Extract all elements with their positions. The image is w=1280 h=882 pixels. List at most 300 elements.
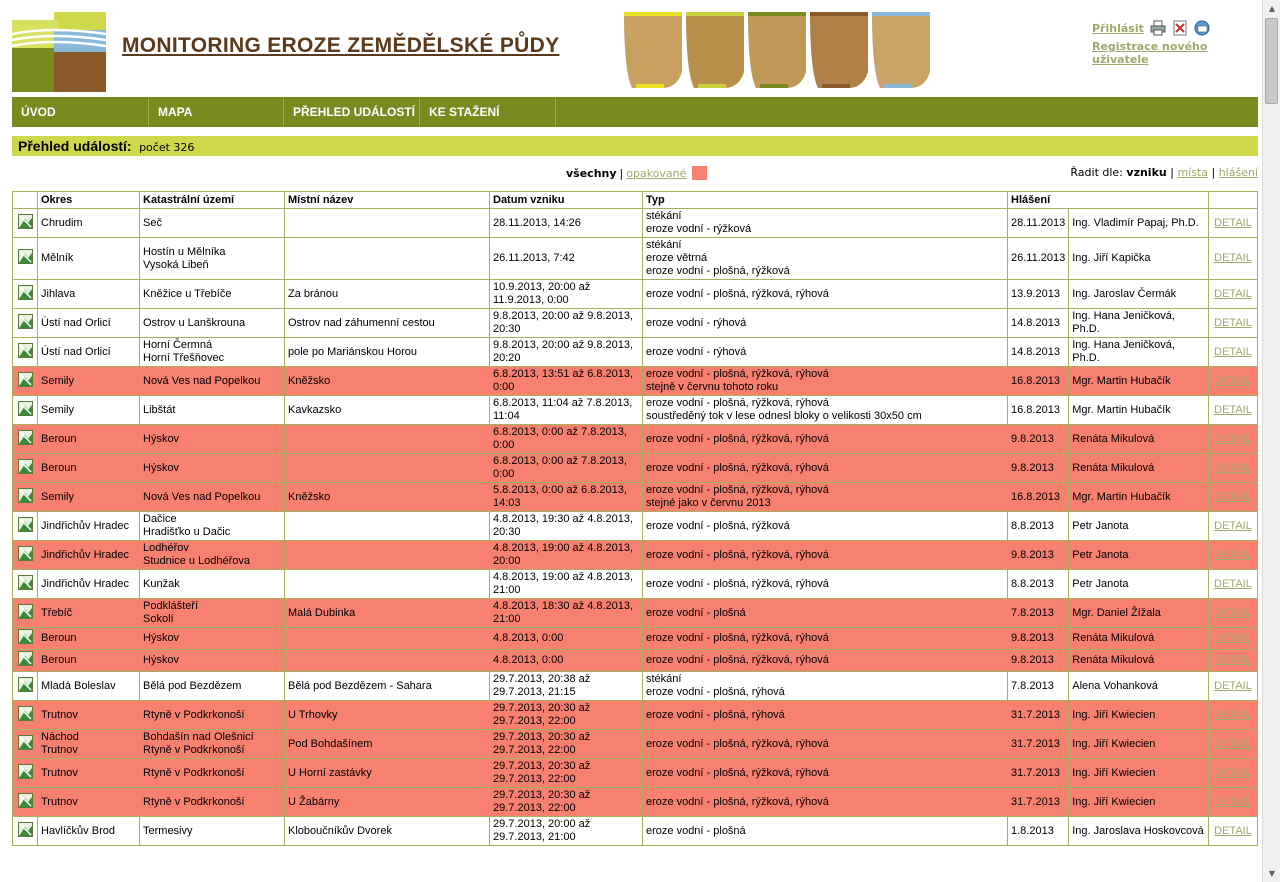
cell-datum-vzniku: 6.8.2013, 0:00 až 7.8.2013, 0:00: [490, 454, 643, 483]
map-icon[interactable]: [18, 249, 33, 264]
login-link[interactable]: Přihlásit: [1092, 21, 1144, 35]
cell-okres: Semily: [38, 367, 140, 396]
detail-link[interactable]: DETAIL: [1214, 766, 1252, 779]
cell-katastralni-uzemi: Kunžak: [140, 570, 285, 599]
table-row: [13, 788, 1258, 817]
cell-hlasil: Petr Janota: [1069, 512, 1209, 541]
cell-typ: eroze vodní - plošná, rýžková: [643, 512, 1008, 541]
scroll-thumb[interactable]: [1265, 18, 1278, 104]
detail-link[interactable]: DETAIL: [1214, 252, 1252, 264]
cell-okres: Trutnov: [38, 788, 140, 817]
cell-okres: Beroun: [38, 650, 140, 672]
cell-datum-hlaseni: 7.8.2013: [1008, 599, 1069, 628]
sort-label: Řadit dle:: [1070, 166, 1123, 179]
cell-datum-hlaseni: 31.7.2013: [1008, 759, 1069, 788]
cell-katastralni-uzemi: Rtyně v Podkrkonoší: [140, 701, 285, 730]
cell-datum-vzniku: 4.8.2013, 18:30 až 4.8.2013, 21:00: [490, 599, 643, 628]
cell-katastralni-uzemi: Hýskov: [140, 454, 285, 483]
detail-cell: [1209, 788, 1258, 817]
cell-datum-hlaseni: 9.8.2013: [1008, 454, 1069, 483]
cell-okres: Trutnov: [38, 701, 140, 730]
cell-okres: Beroun: [38, 454, 140, 483]
cell-mistni-nazev: [285, 238, 490, 280]
cell-typ: eroze vodní - rýhová: [643, 338, 1008, 367]
map-icon[interactable]: [18, 822, 33, 837]
detail-cell: [1209, 570, 1258, 599]
cell-hlasil: Ing. Jiří Kwiecien: [1069, 730, 1209, 759]
cell-hlasil: Renáta Mikulová: [1069, 454, 1209, 483]
map-icon-cell: [13, 672, 38, 701]
map-icon[interactable]: [18, 677, 33, 692]
sort-by-place-link[interactable]: místa: [1177, 166, 1208, 179]
cell-datum-hlaseni: 26.11.2013: [1008, 238, 1069, 280]
cell-okres: Mladá Boleslav: [38, 672, 140, 701]
map-icon[interactable]: [18, 651, 33, 666]
cell-mistni-nazev: Bělá pod Bezdězem - Sahara: [285, 672, 490, 701]
cell-typ: eroze vodní - plošná, rýžková, rýhová: [643, 280, 1008, 309]
cell-katastralni-uzemi: Nová Ves nad Popelkou: [140, 367, 285, 396]
cell-mistni-nazev: Kněžsko: [285, 483, 490, 512]
table-row: [13, 238, 1258, 280]
cell-okres: Jindřichův Hradec: [38, 541, 140, 570]
table-row: [13, 817, 1258, 846]
cell-katastralni-uzemi: Bělá pod Bezdězem: [140, 672, 285, 701]
cell-katastralni-uzemi: Hostín u Mělníka Vysoká Libeň: [140, 238, 285, 280]
header-hlaseni: Hlášení: [1008, 192, 1209, 209]
sort-options: Řadit dle: vzniku | místa | hlášení: [1070, 166, 1258, 179]
cell-hlasil: Ing. Hana Jeničková, Ph.D.: [1069, 309, 1209, 338]
table-row: [13, 570, 1258, 599]
cell-datum-vzniku: 9.8.2013, 20:00 až 9.8.2013, 20:20: [490, 338, 643, 367]
cell-typ: eroze vodní - rýhová: [643, 309, 1008, 338]
scrollbar[interactable]: [1262, 0, 1280, 882]
cell-hlasil: Ing. Hana Jeničková, Ph.D.: [1069, 338, 1209, 367]
cell-okres: Semily: [38, 483, 140, 512]
cell-datum-vzniku: 26.11.2013, 7:42: [490, 238, 643, 280]
detail-cell: [1209, 367, 1258, 396]
cell-datum-vzniku: 29.7.2013, 20:30 až 29.7.2013, 22:00: [490, 730, 643, 759]
cell-hlasil: Ing. Jiří Kwiecien: [1069, 701, 1209, 730]
detail-cell: [1209, 309, 1258, 338]
cell-mistni-nazev: [285, 425, 490, 454]
table-row: [13, 454, 1258, 483]
map-icon-cell: [13, 512, 38, 541]
cell-katastralni-uzemi: Lodhéřov Studnice u Lodhéřova: [140, 541, 285, 570]
cell-okres: Chrudim: [38, 209, 140, 238]
cell-mistni-nazev: Kloboučníkův Dvorek: [285, 817, 490, 846]
detail-cell: [1209, 238, 1258, 280]
cell-mistni-nazev: Kavkazsko: [285, 396, 490, 425]
map-icon[interactable]: [18, 764, 33, 779]
table-row: [13, 396, 1258, 425]
header-detail: [1209, 192, 1258, 209]
main-menu: [12, 97, 1258, 127]
detail-cell: [1209, 454, 1258, 483]
detail-cell: [1209, 483, 1258, 512]
cell-katastralni-uzemi: Hýskov: [140, 650, 285, 672]
detail-cell: [1209, 425, 1258, 454]
cell-hlasil: Mgr. Daniel Žížala: [1069, 599, 1209, 628]
table-row: [13, 367, 1258, 396]
cell-hlasil: Mgr. Martin Hubačík: [1069, 483, 1209, 512]
menu-item-ke-stazeni[interactable]: KE STAŽENÍ: [420, 97, 556, 127]
detail-link[interactable]: DETAIL: [1214, 432, 1252, 445]
cell-datum-vzniku: 6.8.2013, 0:00 až 7.8.2013, 0:00: [490, 425, 643, 454]
table-row: [13, 483, 1258, 512]
detail-cell: [1209, 759, 1258, 788]
cell-okres: Semily: [38, 396, 140, 425]
cell-datum-hlaseni: 9.8.2013: [1008, 541, 1069, 570]
cell-datum-hlaseni: 13.9.2013: [1008, 280, 1069, 309]
table-row: [13, 628, 1258, 650]
map-icon[interactable]: [18, 285, 33, 300]
cell-mistni-nazev: pole po Mariánskou Horou: [285, 338, 490, 367]
detail-cell: [1209, 512, 1258, 541]
cell-datum-hlaseni: 16.8.2013: [1008, 396, 1069, 425]
detail-cell: [1209, 628, 1258, 650]
table-row: [13, 701, 1258, 730]
cell-mistni-nazev: [285, 512, 490, 541]
detail-cell: [1209, 672, 1258, 701]
table-row: [13, 338, 1258, 367]
cell-katastralni-uzemi: Horní Čermná Horní Třešňovec: [140, 338, 285, 367]
cell-okres: Ústí nad Orlicí: [38, 338, 140, 367]
cell-mistni-nazev: [285, 628, 490, 650]
cell-hlasil: Ing. Jiří Kwiecien: [1069, 788, 1209, 817]
map-icon[interactable]: [18, 793, 33, 808]
cell-datum-vzniku: 4.8.2013, 19:30 až 4.8.2013, 20:30: [490, 512, 643, 541]
detail-link[interactable]: DETAIL: [1214, 345, 1252, 358]
table-row: [13, 425, 1258, 454]
detail-link[interactable]: DETAIL: [1214, 606, 1252, 619]
map-icon-cell: [13, 599, 38, 628]
cell-typ: eroze vodní - plošná, rýhová: [643, 701, 1008, 730]
detail-cell: [1209, 650, 1258, 672]
detail-link[interactable]: DETAIL: [1214, 403, 1252, 416]
detail-link[interactable]: DETAIL: [1214, 654, 1252, 666]
cell-okres: Jindřichův Hradec: [38, 570, 140, 599]
detail-link[interactable]: DETAIL: [1214, 216, 1252, 229]
map-icon-cell: [13, 367, 38, 396]
table-row: [13, 541, 1258, 570]
cell-typ: eroze vodní - plošná, rýžková, rýhová: [643, 628, 1008, 650]
map-icon-cell: [13, 396, 38, 425]
section-bar: [12, 136, 1258, 156]
cell-hlasil: Ing. Jiří Kwiecien: [1069, 759, 1209, 788]
repeated-color-swatch: [692, 166, 707, 180]
cell-hlasil: Petr Janota: [1069, 570, 1209, 599]
register-link[interactable]: Registrace nového uživatele: [1092, 40, 1208, 66]
detail-link[interactable]: DETAIL: [1214, 632, 1252, 644]
cell-okres: Náchod Trutnov: [38, 730, 140, 759]
table-row: [13, 650, 1258, 672]
cell-mistni-nazev: U Žabárny: [285, 788, 490, 817]
cell-hlasil: Mgr. Martin Hubačík: [1069, 396, 1209, 425]
cell-typ: stékání eroze vodní - plošná, rýhová: [643, 672, 1008, 701]
section-title: Přehled událostí:: [18, 138, 132, 154]
header-okres: Okres: [38, 192, 140, 209]
menu-item-uvod[interactable]: ÚVOD: [12, 97, 149, 127]
cell-datum-hlaseni: 9.8.2013: [1008, 650, 1069, 672]
map-icon-cell: [13, 309, 38, 338]
detail-link[interactable]: DETAIL: [1214, 795, 1252, 808]
cell-mistni-nazev: Malá Dubinka: [285, 599, 490, 628]
map-icon[interactable]: [18, 214, 33, 229]
map-icon-cell: [13, 817, 38, 846]
cell-typ: eroze vodní - plošná: [643, 817, 1008, 846]
map-icon-cell: [13, 650, 38, 672]
sort-by-report-link[interactable]: hlášení: [1218, 166, 1258, 179]
detail-link[interactable]: DETAIL: [1214, 374, 1252, 387]
map-icon[interactable]: [18, 343, 33, 358]
cell-mistni-nazev: Ostrov nad záhumenní cestou: [285, 309, 490, 338]
table-row: [13, 672, 1258, 701]
map-icon[interactable]: [18, 430, 33, 445]
detail-cell: [1209, 599, 1258, 628]
cell-katastralni-uzemi: Rtyně v Podkrkonoší: [140, 759, 285, 788]
cell-datum-vzniku: 6.8.2013, 11:04 až 7.8.2013, 11:04: [490, 396, 643, 425]
cell-datum-hlaseni: 16.8.2013: [1008, 483, 1069, 512]
pdf-icon[interactable]: [1172, 20, 1188, 36]
cell-katastralni-uzemi: Termesivy: [140, 817, 285, 846]
cell-typ: eroze vodní - plošná, rýžková, rýhová: [643, 425, 1008, 454]
map-icon-cell: [13, 338, 38, 367]
cell-datum-vzniku: 9.8.2013, 20:00 až 9.8.2013, 20:30: [490, 309, 643, 338]
cell-typ: eroze vodní - plošná, rýžková, rýhová: [643, 454, 1008, 483]
menu-item-prehled-udalosti[interactable]: PŘEHLED UDÁLOSTÍ: [284, 97, 420, 127]
detail-cell: [1209, 338, 1258, 367]
table-row: [13, 209, 1258, 238]
cell-hlasil: Mgr. Martin Hubačík: [1069, 367, 1209, 396]
cell-datum-hlaseni: 31.7.2013: [1008, 788, 1069, 817]
detail-link[interactable]: DETAIL: [1214, 708, 1252, 721]
filter-all[interactable]: všechny: [566, 166, 617, 180]
header-field-photos: [622, 12, 942, 88]
cell-datum-hlaseni: 31.7.2013: [1008, 701, 1069, 730]
cell-katastralni-uzemi: Libštát: [140, 396, 285, 425]
cell-mistni-nazev: Pod Bohdašínem: [285, 730, 490, 759]
cell-katastralni-uzemi: Seč: [140, 209, 285, 238]
detail-link[interactable]: DETAIL: [1214, 316, 1252, 329]
map-icon-cell: [13, 483, 38, 512]
print-icon[interactable]: [1150, 20, 1166, 36]
cell-datum-hlaseni: 16.8.2013: [1008, 367, 1069, 396]
map-icon-cell: [13, 454, 38, 483]
cell-mistni-nazev: [285, 650, 490, 672]
cell-datum-vzniku: 4.8.2013, 19:00 až 4.8.2013, 21:00: [490, 570, 643, 599]
menu-item-mapa[interactable]: MAPA: [149, 97, 284, 127]
cell-okres: Ústí nad Orlicí: [38, 309, 140, 338]
map-icon-cell: [13, 570, 38, 599]
detail-link[interactable]: DETAIL: [1214, 490, 1252, 503]
cell-datum-vzniku: 4.8.2013, 0:00: [490, 628, 643, 650]
map-icon[interactable]: [18, 488, 33, 503]
map-icon-cell: [13, 788, 38, 817]
detail-link[interactable]: DETAIL: [1214, 679, 1252, 692]
header-typ: Typ: [643, 192, 1008, 209]
cell-typ: eroze vodní - plošná, rýžková, rýhová soustředěný tok v lese odnesl bloky o velikosti 30x50 cm: [643, 396, 1008, 425]
table-row: [13, 280, 1258, 309]
cell-typ: eroze vodní - plošná, rýžková, rýhová: [643, 788, 1008, 817]
detail-cell: [1209, 541, 1258, 570]
detail-link[interactable]: DETAIL: [1214, 737, 1252, 750]
map-icon[interactable]: [18, 629, 33, 644]
cell-okres: Jindřichův Hradec: [38, 512, 140, 541]
detail-link[interactable]: DETAIL: [1214, 548, 1252, 561]
scroll-up-arrow[interactable]: ▲: [1263, 0, 1280, 17]
map-icon[interactable]: [18, 604, 33, 619]
table-row: [13, 759, 1258, 788]
cell-katastralni-uzemi: Hýskov: [140, 628, 285, 650]
cell-datum-hlaseni: 9.8.2013: [1008, 628, 1069, 650]
detail-link[interactable]: DETAIL: [1214, 461, 1252, 474]
scroll-down-arrow[interactable]: ▼: [1263, 865, 1280, 882]
cell-datum-vzniku: 29.7.2013, 20:30 až 29.7.2013, 22:00: [490, 759, 643, 788]
map-icon-cell: [13, 730, 38, 759]
cell-katastralni-uzemi: Ostrov u Lanškrouna: [140, 309, 285, 338]
map-icon-cell: [13, 238, 38, 280]
cell-mistni-nazev: Kněžsko: [285, 367, 490, 396]
user-links: [1092, 20, 1257, 66]
cell-katastralni-uzemi: Rtyně v Podkrkonoší: [140, 788, 285, 817]
cell-katastralni-uzemi: Nová Ves nad Popelkou: [140, 483, 285, 512]
header-datum-vzniku: Datum vzniku: [490, 192, 643, 209]
cell-typ: eroze vodní - plošná, rýžková, rýhová: [643, 570, 1008, 599]
cell-mistni-nazev: [285, 570, 490, 599]
table-body: [13, 209, 1258, 846]
cell-datum-vzniku: 6.8.2013, 13:51 až 6.8.2013, 0:00: [490, 367, 643, 396]
cell-mistni-nazev: [285, 454, 490, 483]
map-icon-cell: [13, 759, 38, 788]
map-icon[interactable]: [18, 517, 33, 532]
cell-typ: eroze vodní - plošná, rýžková, rýhová: [643, 759, 1008, 788]
cell-typ: eroze vodní - plošná, rýžková, rýhová: [643, 730, 1008, 759]
map-icon-cell: [13, 209, 38, 238]
cell-hlasil: Ing. Jaroslava Hoskovcová: [1069, 817, 1209, 846]
cell-datum-hlaseni: 28.11.2013: [1008, 209, 1069, 238]
detail-link[interactable]: DETAIL: [1214, 824, 1252, 837]
cell-datum-hlaseni: 8.8.2013: [1008, 512, 1069, 541]
cell-datum-hlaseni: 14.8.2013: [1008, 338, 1069, 367]
detail-cell: [1209, 817, 1258, 846]
cell-hlasil: Petr Janota: [1069, 541, 1209, 570]
header-katastralni-uzemi: Katastrální území: [140, 192, 285, 209]
map-icon-cell: [13, 628, 38, 650]
cell-okres: Havlíčkův Brod: [38, 817, 140, 846]
map-icon-cell: [13, 541, 38, 570]
cell-mistni-nazev: Za bránou: [285, 280, 490, 309]
cell-typ: eroze vodní - plošná, rýžková, rýhová stejné jako v červnu 2013: [643, 483, 1008, 512]
cell-okres: Mělník: [38, 238, 140, 280]
cell-hlasil: Alena Vohanková: [1069, 672, 1209, 701]
cell-typ: stékání eroze větrná eroze vodní - plošná, rýžková: [643, 238, 1008, 280]
detail-cell: [1209, 701, 1258, 730]
cell-datum-vzniku: 4.8.2013, 0:00: [490, 650, 643, 672]
detail-cell: [1209, 209, 1258, 238]
table-row: [13, 599, 1258, 628]
detail-link[interactable]: DETAIL: [1214, 287, 1252, 300]
cell-hlasil: Renáta Mikulová: [1069, 628, 1209, 650]
event-count: počet 326: [139, 141, 195, 154]
cell-katastralni-uzemi: Dačice Hradišťko u Dačic: [140, 512, 285, 541]
table-row: [13, 730, 1258, 759]
filter-repeated-link[interactable]: opakované: [626, 166, 687, 180]
cell-typ: eroze vodní - plošná, rýžková, rýhová: [643, 541, 1008, 570]
cell-datum-vzniku: 29.7.2013, 20:00 až 29.7.2013, 21:00: [490, 817, 643, 846]
cell-datum-hlaseni: 14.8.2013: [1008, 309, 1069, 338]
detail-cell: [1209, 280, 1258, 309]
cell-okres: Jihlava: [38, 280, 140, 309]
cell-datum-vzniku: 10.9.2013, 20:00 až 11.9.2013, 0:00: [490, 280, 643, 309]
filter-separator: |: [619, 166, 624, 180]
map-icon[interactable]: [18, 459, 33, 474]
cell-typ: eroze vodní - plošná, rýžková, rýhová: [643, 650, 1008, 672]
cell-okres: Třebíč: [38, 599, 140, 628]
table-header-row: [13, 192, 1258, 209]
detail-link[interactable]: DETAIL: [1214, 519, 1252, 532]
cell-datum-vzniku: 5.8.2013, 0:00 až 6.8.2013, 14:03: [490, 483, 643, 512]
cell-typ: eroze vodní - plošná: [643, 599, 1008, 628]
map-icon[interactable]: [18, 314, 33, 329]
map-icon[interactable]: [18, 372, 33, 387]
cell-datum-vzniku: 4.8.2013, 19:00 až 4.8.2013, 20:00: [490, 541, 643, 570]
cell-mistni-nazev: U Horní zastávky: [285, 759, 490, 788]
cell-mistni-nazev: U Trhovky: [285, 701, 490, 730]
cell-typ: eroze vodní - plošná, rýžková, rýhová stejně v červnu tohoto roku: [643, 367, 1008, 396]
detail-cell: [1209, 730, 1258, 759]
map-icon[interactable]: [18, 546, 33, 561]
cell-hlasil: Ing. Vladimír Papaj, Ph.D.: [1069, 209, 1209, 238]
cell-katastralni-uzemi: Kněžice u Třebíče: [140, 280, 285, 309]
cell-hlasil: Renáta Mikulová: [1069, 650, 1209, 672]
email-icon[interactable]: [1194, 20, 1210, 36]
header-mistni-nazev: Místní název: [285, 192, 490, 209]
site-title[interactable]: MONITORING EROZE ZEMĚDĚLSKÉ PŮDY: [122, 34, 560, 57]
cell-katastralni-uzemi: Hýskov: [140, 425, 285, 454]
map-icon[interactable]: [18, 575, 33, 590]
cell-katastralni-uzemi: Bohdašín nad Olešnicí Rtyně v Podkrkonoší: [140, 730, 285, 759]
cell-typ: stékání eroze vodní - rýžková: [643, 209, 1008, 238]
cell-datum-hlaseni: 31.7.2013: [1008, 730, 1069, 759]
cell-hlasil: Renáta Mikulová: [1069, 425, 1209, 454]
cell-mistni-nazev: [285, 209, 490, 238]
cell-mistni-nazev: [285, 541, 490, 570]
map-icon[interactable]: [18, 706, 33, 721]
cell-datum-vzniku: 29.7.2013, 20:30 až 29.7.2013, 22:00: [490, 701, 643, 730]
cell-datum-vzniku: 29.7.2013, 20:30 až 29.7.2013, 22:00: [490, 788, 643, 817]
site-logo[interactable]: [12, 12, 106, 92]
cell-datum-hlaseni: 8.8.2013: [1008, 570, 1069, 599]
cell-datum-hlaseni: 1.8.2013: [1008, 817, 1069, 846]
sort-by-origin[interactable]: vzniku: [1126, 166, 1167, 179]
cell-okres: Beroun: [38, 425, 140, 454]
cell-okres: Trutnov: [38, 759, 140, 788]
header-icon: [13, 192, 38, 209]
cell-okres: Beroun: [38, 628, 140, 650]
cell-hlasil: Ing. Jiří Kapička: [1069, 238, 1209, 280]
detail-cell: [1209, 396, 1258, 425]
event-filter: [566, 166, 707, 180]
cell-datum-vzniku: 28.11.2013, 14:26: [490, 209, 643, 238]
map-icon[interactable]: [18, 401, 33, 416]
detail-link[interactable]: DETAIL: [1214, 577, 1252, 590]
cell-katastralni-uzemi: Podklášteří Sokolí: [140, 599, 285, 628]
cell-datum-hlaseni: 7.8.2013: [1008, 672, 1069, 701]
map-icon[interactable]: [18, 735, 33, 750]
cell-datum-hlaseni: 9.8.2013: [1008, 425, 1069, 454]
cell-datum-vzniku: 29.7.2013, 20:38 až 29.7.2013, 21:15: [490, 672, 643, 701]
cell-hlasil: Ing. Jaroslav Čermák: [1069, 280, 1209, 309]
